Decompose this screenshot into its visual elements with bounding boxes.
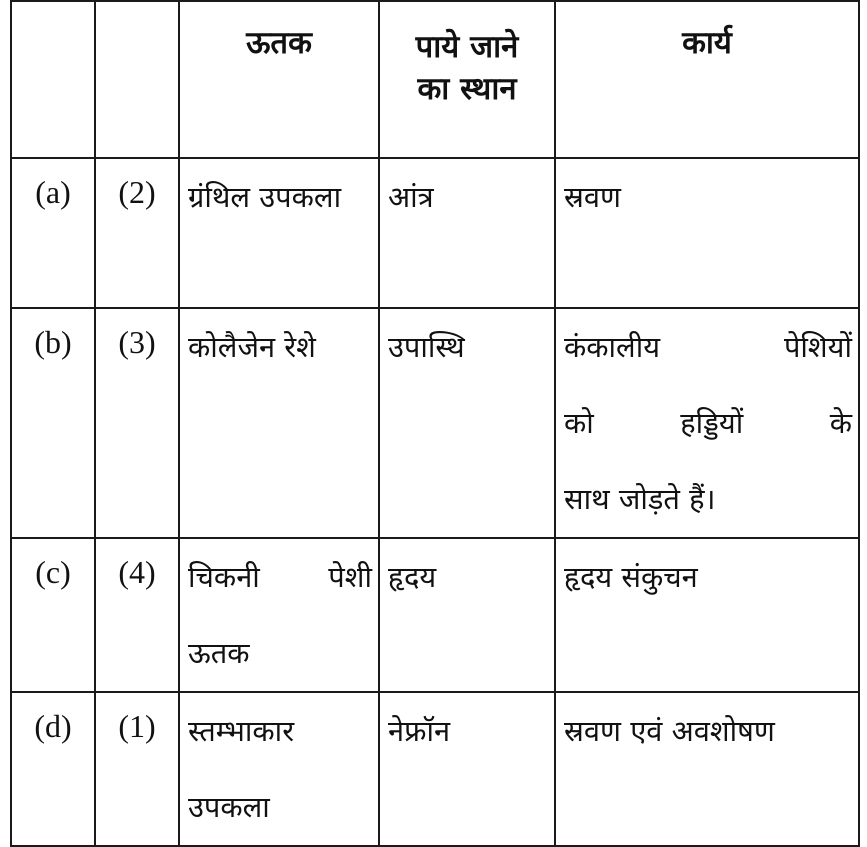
header-col2	[95, 1, 179, 158]
row-place: उपास्थि	[379, 308, 555, 538]
function-line: साथ जोड़ते हैं।	[564, 482, 716, 516]
header-place	[379, 1, 555, 158]
row-tissue: कोलैजेन रेशे	[179, 308, 379, 538]
row-tissue: ग्रंथिल उपकला	[179, 158, 379, 308]
row-function	[555, 308, 859, 538]
header-place-line1: पाये जाने	[415, 29, 519, 65]
function-line: कंकालीय पेशियों	[564, 330, 852, 364]
row-letter: (c)	[11, 538, 95, 692]
row-place: आंत्र	[379, 158, 555, 308]
row-number: (2)	[95, 158, 179, 308]
row-place: नेफ्रॉन	[379, 692, 555, 846]
table-row	[11, 538, 859, 692]
function-line: को हड्डियों के	[564, 406, 852, 440]
row-number: (1)	[95, 692, 179, 846]
row-letter: (a)	[11, 158, 95, 308]
tissue-table	[10, 0, 860, 847]
row-letter: (b)	[11, 308, 95, 538]
row-number: (4)	[95, 538, 179, 692]
row-function: स्रवण	[555, 158, 859, 308]
row-function: हृदय संकुचन	[555, 538, 859, 692]
row-function: स्रवण एवं अवशोषण	[555, 692, 859, 846]
row-tissue: स्तम्भाकार उपकला	[179, 692, 379, 846]
header-tissue: ऊतक	[179, 1, 379, 158]
header-col1	[11, 1, 95, 158]
table-row	[11, 692, 859, 846]
row-number: (3)	[95, 308, 179, 538]
header-place-line2: का स्थान	[417, 71, 517, 107]
table-row	[11, 308, 859, 538]
header-function: कार्य	[555, 1, 859, 158]
row-letter: (d)	[11, 692, 95, 846]
row-tissue: चिकनी पेशी ऊतक	[179, 538, 379, 692]
table-row	[11, 158, 859, 308]
header-row	[11, 1, 859, 158]
row-place: हृदय	[379, 538, 555, 692]
